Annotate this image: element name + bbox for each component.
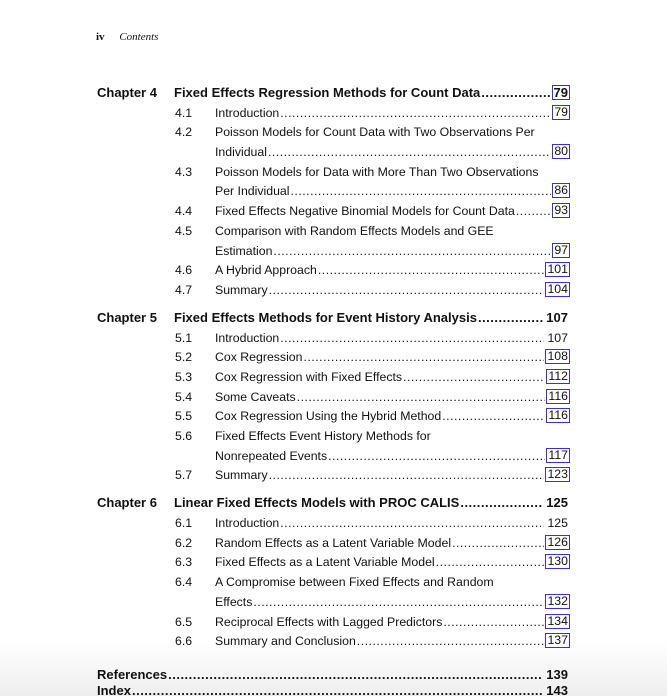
header-page-number: iv xyxy=(96,31,105,43)
section-number: 6.1 xyxy=(175,516,193,531)
dot-leader xyxy=(269,283,545,297)
section-page-link[interactable]: 137 xyxy=(547,633,568,648)
section-title[interactable]: Effects xyxy=(215,594,253,609)
dot-leader xyxy=(303,350,544,364)
section-title[interactable]: Fixed Effects Negative Binomial Models for Count Data xyxy=(215,204,515,219)
section-page-link[interactable]: 80 xyxy=(554,144,568,159)
back-matter-entry[interactable] xyxy=(97,666,570,682)
back-matter-title[interactable]: Index xyxy=(97,683,131,698)
section-entry[interactable] xyxy=(97,179,570,199)
dot-leader xyxy=(442,409,545,423)
back-matter-title[interactable]: References xyxy=(97,667,168,683)
table-of-contents xyxy=(97,80,570,698)
section-entry[interactable] xyxy=(97,238,570,258)
dot-leader xyxy=(273,244,551,258)
section-entry[interactable] xyxy=(97,325,570,345)
chapter-title[interactable]: Fixed Effects Methods for Event History Analysis xyxy=(174,309,477,325)
section-title[interactable]: Estimation xyxy=(215,243,273,258)
dot-leader xyxy=(253,595,544,609)
section-number: 6.2 xyxy=(175,535,193,550)
section-entry[interactable] xyxy=(97,384,570,404)
section-number: 4.3 xyxy=(175,164,193,179)
dot-leader xyxy=(328,449,545,463)
section-entry[interactable] xyxy=(97,463,570,483)
dot-leader xyxy=(357,634,545,648)
section-entry[interactable] xyxy=(97,198,570,218)
section-title[interactable]: A Compromise between Fixed Effects and Random xyxy=(215,575,494,590)
section-entry[interactable] xyxy=(97,629,570,649)
dot-leader xyxy=(460,495,543,510)
section-number: 5.1 xyxy=(175,330,193,345)
section-entry[interactable] xyxy=(97,510,570,530)
section-title[interactable]: Summary xyxy=(215,468,268,483)
dot-leader xyxy=(478,310,543,325)
section-title[interactable]: Per Individual xyxy=(215,184,290,199)
section-entry[interactable] xyxy=(97,589,570,609)
section-title[interactable]: Nonrepeated Events xyxy=(215,448,328,463)
section-entry[interactable] xyxy=(97,258,570,278)
section-entry[interactable] xyxy=(97,139,570,159)
chapter-entry[interactable] xyxy=(97,490,570,510)
section-number: 4.5 xyxy=(175,223,193,238)
dot-leader xyxy=(452,536,544,550)
dot-leader xyxy=(280,331,544,345)
section-page-link[interactable]: 104 xyxy=(547,281,568,296)
dot-leader xyxy=(280,516,544,530)
section-entry[interactable] xyxy=(97,277,570,297)
dot-leader xyxy=(403,370,545,384)
chapter-label: Chapter 5 xyxy=(97,309,157,325)
section-number: 6.3 xyxy=(175,555,193,570)
dot-leader xyxy=(268,145,551,159)
section-title[interactable]: Reciprocal Effects with Lagged Predictors xyxy=(215,614,443,629)
section-number: 5.7 xyxy=(175,468,193,483)
section-title[interactable]: Fixed Effects Event History Methods for xyxy=(215,429,431,443)
section-page-link[interactable]: 130 xyxy=(547,554,568,569)
section-entry[interactable] xyxy=(97,569,570,589)
spacer xyxy=(97,297,570,305)
section-page-link[interactable]: 79 xyxy=(554,104,568,119)
section-number: 4.7 xyxy=(175,282,193,297)
section-title[interactable]: Introduction xyxy=(215,105,280,120)
back-matter-page[interactable]: 139 xyxy=(546,667,568,683)
section-entry[interactable] xyxy=(97,404,570,424)
section-title[interactable]: Individual xyxy=(215,145,267,160)
dot-leader xyxy=(516,204,551,218)
running-header xyxy=(96,31,158,43)
section-title[interactable]: Fixed Effects as a Latent Variable Model xyxy=(215,555,435,570)
dot-leader xyxy=(436,555,545,569)
section-page-link[interactable]: 132 xyxy=(547,593,568,608)
section-page-link[interactable]: 107 xyxy=(547,330,568,345)
section-entry[interactable] xyxy=(97,218,570,238)
section-title[interactable]: Cox Regression Using the Hybrid Method xyxy=(215,409,442,424)
section-page-link[interactable]: 117 xyxy=(548,447,568,462)
section-page-link[interactable]: 112 xyxy=(548,368,568,383)
section-entry[interactable] xyxy=(97,159,570,179)
section-page-link[interactable]: 126 xyxy=(547,534,568,549)
section-title[interactable]: Random Effects as a Latent Variable Model xyxy=(215,535,452,550)
section-page-link[interactable]: 125 xyxy=(547,516,568,531)
section-page-link[interactable]: 116 xyxy=(548,408,568,423)
dot-leader xyxy=(318,263,545,277)
section-page-link[interactable]: 108 xyxy=(547,349,568,364)
section-title[interactable]: Comparison with Random Effects Models and GEE xyxy=(215,223,494,238)
section-title[interactable]: A Hybrid Approach xyxy=(215,263,317,278)
chapter-entry[interactable] xyxy=(97,80,570,100)
dot-leader xyxy=(280,106,551,120)
section-page-link[interactable]: 101 xyxy=(547,262,568,277)
chapter-label: Chapter 4 xyxy=(97,85,157,100)
section-page-link[interactable]: 86 xyxy=(554,183,568,198)
chapter-entry[interactable] xyxy=(97,305,570,325)
section-number: 5.2 xyxy=(175,350,193,365)
section-number: 6.4 xyxy=(175,575,193,590)
chapter-title[interactable]: Fixed Effects Regression Methods for Count Data xyxy=(174,85,481,100)
section-entry[interactable] xyxy=(97,443,570,463)
section-entry[interactable] xyxy=(97,423,570,443)
section-title[interactable]: Introduction xyxy=(215,516,280,531)
header-title: Contents xyxy=(119,31,159,43)
dot-leader xyxy=(168,667,543,682)
section-entry[interactable] xyxy=(97,100,570,120)
section-entry[interactable] xyxy=(97,550,570,570)
chapter-title[interactable]: Linear Fixed Effects Models with PROC CALIS xyxy=(174,495,460,511)
chapter-page-link[interactable]: 125 xyxy=(546,495,568,511)
section-number: 4.2 xyxy=(175,125,193,140)
section-page-link[interactable]: 116 xyxy=(548,388,568,403)
section-number: 4.1 xyxy=(175,105,193,120)
section-page-link[interactable]: 134 xyxy=(547,613,568,628)
section-title[interactable]: Summary and Conclusion xyxy=(215,634,356,649)
spacer xyxy=(97,648,570,666)
section-number: 6.6 xyxy=(175,634,193,649)
section-page-link[interactable]: 123 xyxy=(547,467,568,482)
chapter-page-link[interactable]: 107 xyxy=(546,309,568,325)
section-number: 6.5 xyxy=(175,614,193,629)
chapter-label: Chapter 6 xyxy=(97,495,157,511)
section-entry[interactable] xyxy=(97,345,570,365)
section-entry[interactable] xyxy=(97,530,570,550)
spacer xyxy=(97,482,570,490)
section-title[interactable]: Poisson Models for Data with More Than Two Observations xyxy=(215,164,539,179)
section-entry[interactable] xyxy=(97,120,570,140)
section-number: 5.5 xyxy=(175,409,193,424)
dot-leader xyxy=(481,85,550,100)
section-number: 4.6 xyxy=(175,263,193,278)
dot-leader xyxy=(443,615,544,629)
dot-leader xyxy=(269,468,545,482)
section-title[interactable]: Introduction xyxy=(215,330,280,345)
section-page-link[interactable]: 97 xyxy=(554,242,568,257)
section-title[interactable]: Cox Regression with Fixed Effects xyxy=(215,369,403,384)
dot-leader xyxy=(297,390,546,404)
section-title[interactable]: Poisson Models for Count Data with Two Observations Per xyxy=(215,125,535,140)
section-entry[interactable] xyxy=(97,364,570,384)
section-number: 5.4 xyxy=(175,389,193,404)
section-number: 5.3 xyxy=(175,369,193,384)
section-number: 5.6 xyxy=(175,429,193,443)
section-title[interactable]: Summary xyxy=(215,282,268,297)
section-number: 4.4 xyxy=(175,204,193,219)
section-title[interactable]: Cox Regression xyxy=(215,350,303,365)
section-title[interactable]: Some Caveats xyxy=(215,389,296,404)
section-page-link[interactable]: 93 xyxy=(554,203,568,218)
section-entry[interactable] xyxy=(97,609,570,629)
back-matter-page[interactable]: 143 xyxy=(546,683,568,698)
dot-leader xyxy=(291,184,552,198)
chapter-page-link[interactable]: 79 xyxy=(553,85,568,100)
